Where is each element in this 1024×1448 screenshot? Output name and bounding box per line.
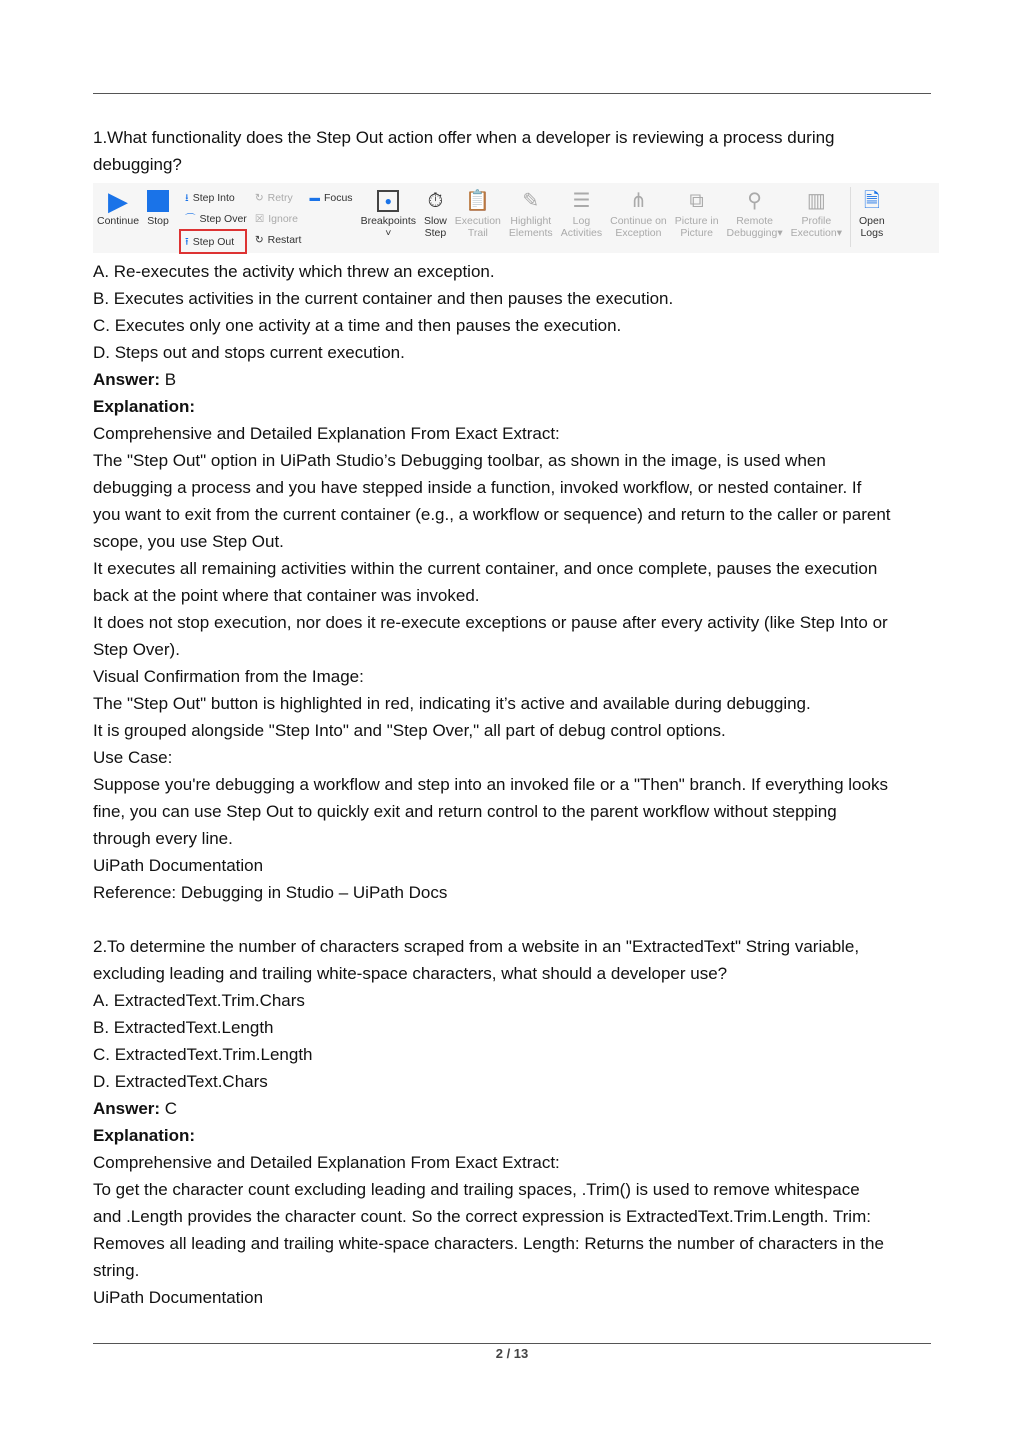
explanation-heading: Explanation: — [93, 397, 196, 416]
highlight-elements-label: Highlight — [510, 215, 552, 227]
explanation-text: Comprehensive and Detailed Explanation From Exact Extract: — [93, 424, 560, 443]
highlight-elements-icon: ✎ — [522, 190, 540, 212]
continue-label: Continue — [97, 215, 140, 227]
explanation-text: back at the point where that container was invoked. — [93, 586, 480, 605]
explanation-text: Comprehensive and Detailed Explanation From Exact Extract: — [93, 1153, 560, 1172]
header-rule — [93, 93, 931, 94]
picture-in-picture-label: Picture — [680, 227, 713, 239]
explanation-text: UiPath Documentation — [93, 1288, 264, 1307]
explanation-text: scope, you use Step Out. — [93, 532, 284, 551]
answer-option: C. Executes only one activity at a time and then pauses the execution. — [93, 316, 622, 335]
question-text: debugging? — [93, 155, 182, 174]
explanation-text: through every line. — [93, 829, 233, 848]
explanation-text: Visual Confirmation from the Image: — [93, 667, 364, 686]
question-text: excluding leading and trailing white-space characters, what should a developer use? — [93, 964, 728, 983]
remote-debugging-label: Debugging▾ — [726, 227, 783, 239]
step-over-button[interactable]: ⌒ Step Over — [185, 212, 247, 225]
breakpoints-icon: ● — [377, 187, 399, 215]
answer-line: Answer: B — [93, 370, 177, 389]
explanation-text: Removes all leading and trailing white-space characters. Length: Returns the number of characters in the — [93, 1234, 884, 1253]
log-activities-icon: ☰ — [572, 190, 591, 212]
explanation-text: It executes all remaining activities within the current container, and once complete, pauses the execution — [93, 559, 878, 578]
explanation-text: Reference: Debugging in Studio – UiPath Docs — [93, 883, 448, 902]
answer-line: Answer: C — [93, 1099, 178, 1118]
slow-step-label: Step — [424, 227, 447, 239]
restart-button[interactable]: ↻ Restart — [254, 233, 302, 246]
ignore-button[interactable]: ☒ Ignore — [254, 212, 299, 225]
continue-on-exception-label: Exception — [615, 227, 662, 239]
step-into-button[interactable]: ⭳ Step Into — [185, 191, 235, 204]
retry-icon: ↻ — [254, 191, 264, 204]
open-logs-label: Open — [859, 215, 885, 227]
breakpoints-button[interactable] — [361, 187, 416, 239]
explanation-text: debugging a process and you have stepped inside a function, invoked workflow, or nested container. If — [93, 478, 862, 497]
stop-icon — [147, 187, 169, 215]
step-over-icon: ⌒ — [185, 212, 196, 225]
page-number: 2 / 13 — [495, 1346, 529, 1361]
highlight-elements-label: Elements — [508, 227, 553, 239]
open-logs-button[interactable] — [859, 187, 885, 239]
continue-on-exception-button[interactable] — [610, 187, 667, 239]
footer-rule — [93, 1343, 931, 1344]
explanation-text: and .Length provides the character count. So the correct expression is ExtractedText.Trim.Length. Trim: — [93, 1207, 871, 1226]
step-into-icon: ⭳ — [185, 191, 189, 204]
remote-debugging-button[interactable] — [727, 187, 783, 239]
continue-on-exception-icon: ⋔ — [630, 190, 647, 212]
explanation-text: The "Step Out" button is highlighted in red, indicating it’s active and available during debugging. — [93, 694, 811, 713]
answer-option: D. Steps out and stops current execution. — [93, 343, 405, 362]
question-text: 1.What functionality does the Step Out action offer when a developer is reviewing a process during — [93, 128, 835, 147]
continue-icon: ▶ — [108, 186, 129, 216]
profile-execution-label: Profile — [801, 215, 832, 227]
explanation-text: Use Case: — [93, 748, 173, 767]
profile-execution-button[interactable] — [791, 187, 842, 239]
explanation-text: Step Over). — [93, 640, 180, 659]
explanation-heading: Explanation: — [93, 1126, 196, 1145]
stop-button[interactable] — [147, 187, 169, 227]
ignore-icon: ☒ — [254, 212, 265, 225]
log-activities-button[interactable] — [561, 187, 602, 239]
execution-trail-icon: 📋 — [465, 190, 491, 212]
log-activities-label: Log — [572, 215, 591, 227]
breakpoints-label: ˅ — [385, 227, 392, 239]
explanation-text: To get the character count excluding leading and trailing spaces, .Trim() is used to remove whitespace — [93, 1180, 860, 1199]
step-out-icon: ⭱ — [185, 235, 189, 248]
breakpoints-label: Breakpoints — [360, 215, 417, 227]
answer-option: B. Executes activities in the current container and then pauses the execution. — [93, 289, 674, 308]
focus-button[interactable]: ▬ Focus — [309, 191, 353, 204]
answer-option: C. ExtractedText.Trim.Length — [93, 1045, 313, 1064]
retry-button[interactable]: ↻ Retry — [254, 191, 293, 204]
execution-trail-label: Execution — [454, 215, 501, 227]
profile-execution-icon: ▥ — [806, 190, 826, 212]
debug-toolbar-image — [93, 183, 939, 253]
answer-option: A. ExtractedText.Trim.Chars — [93, 991, 305, 1010]
stop-label: Stop — [147, 215, 169, 227]
explanation-text: It is grouped alongside "Step Into" and "Step Over," all part of debug control options. — [93, 721, 726, 740]
picture-in-picture-label: Picture in — [674, 215, 719, 227]
remote-debugging-label: Remote — [736, 215, 773, 227]
answer-option: D. ExtractedText.Chars — [93, 1072, 268, 1091]
explanation-text: The "Step Out" option in UiPath Studio’s Debugging toolbar, as shown in the image, is used when — [93, 451, 826, 470]
step-out-button[interactable]: ⭱ Step Out — [179, 229, 247, 254]
explanation-text: Suppose you're debugging a workflow and step into an invoked file or a "Then" branch. If everything looks — [93, 775, 888, 794]
slow-step-icon: ⏱ — [427, 190, 444, 212]
restart-icon: ↻ — [254, 233, 264, 246]
execution-trail-label: Trail — [467, 227, 488, 239]
remote-debugging-icon: ⚲ — [747, 190, 762, 212]
explanation-text: fine, you can use Step Out to quickly exit and return control to the parent workflow without stepping — [93, 802, 837, 821]
continue-button[interactable] — [97, 187, 139, 227]
profile-execution-label: Execution▾ — [790, 227, 843, 239]
slow-step-label: Slow — [424, 215, 447, 227]
answer-option: A. Re-executes the activity which threw an exception. — [93, 262, 495, 281]
picture-in-picture-button[interactable] — [675, 187, 719, 239]
picture-in-picture-icon: ⧉ — [689, 190, 704, 212]
continue-on-exception-label: Continue on — [610, 215, 667, 227]
open-logs-icon: 🗎 — [863, 190, 880, 212]
slow-step-button[interactable] — [424, 187, 447, 239]
highlight-elements-button[interactable] — [509, 187, 553, 239]
explanation-text: It does not stop execution, nor does it re-execute exceptions or pause after every activity (like Step Into or — [93, 613, 888, 632]
question-text: 2.To determine the number of characters scraped from a website in an "ExtractedText" String variable, — [93, 937, 860, 956]
open-logs-label: Logs — [860, 227, 884, 239]
execution-trail-button[interactable] — [455, 187, 501, 239]
answer-option: B. ExtractedText.Length — [93, 1018, 274, 1037]
spacer — [93, 906, 938, 933]
content — [93, 124, 938, 1311]
explanation-text: string. — [93, 1261, 140, 1280]
explanation-text: UiPath Documentation — [93, 856, 264, 875]
focus-icon: ▬ — [309, 191, 320, 204]
explanation-text: you want to exit from the current container (e.g., a workflow or sequence) and return to the caller or parent — [93, 505, 891, 524]
log-activities-label: Activities — [560, 227, 603, 239]
